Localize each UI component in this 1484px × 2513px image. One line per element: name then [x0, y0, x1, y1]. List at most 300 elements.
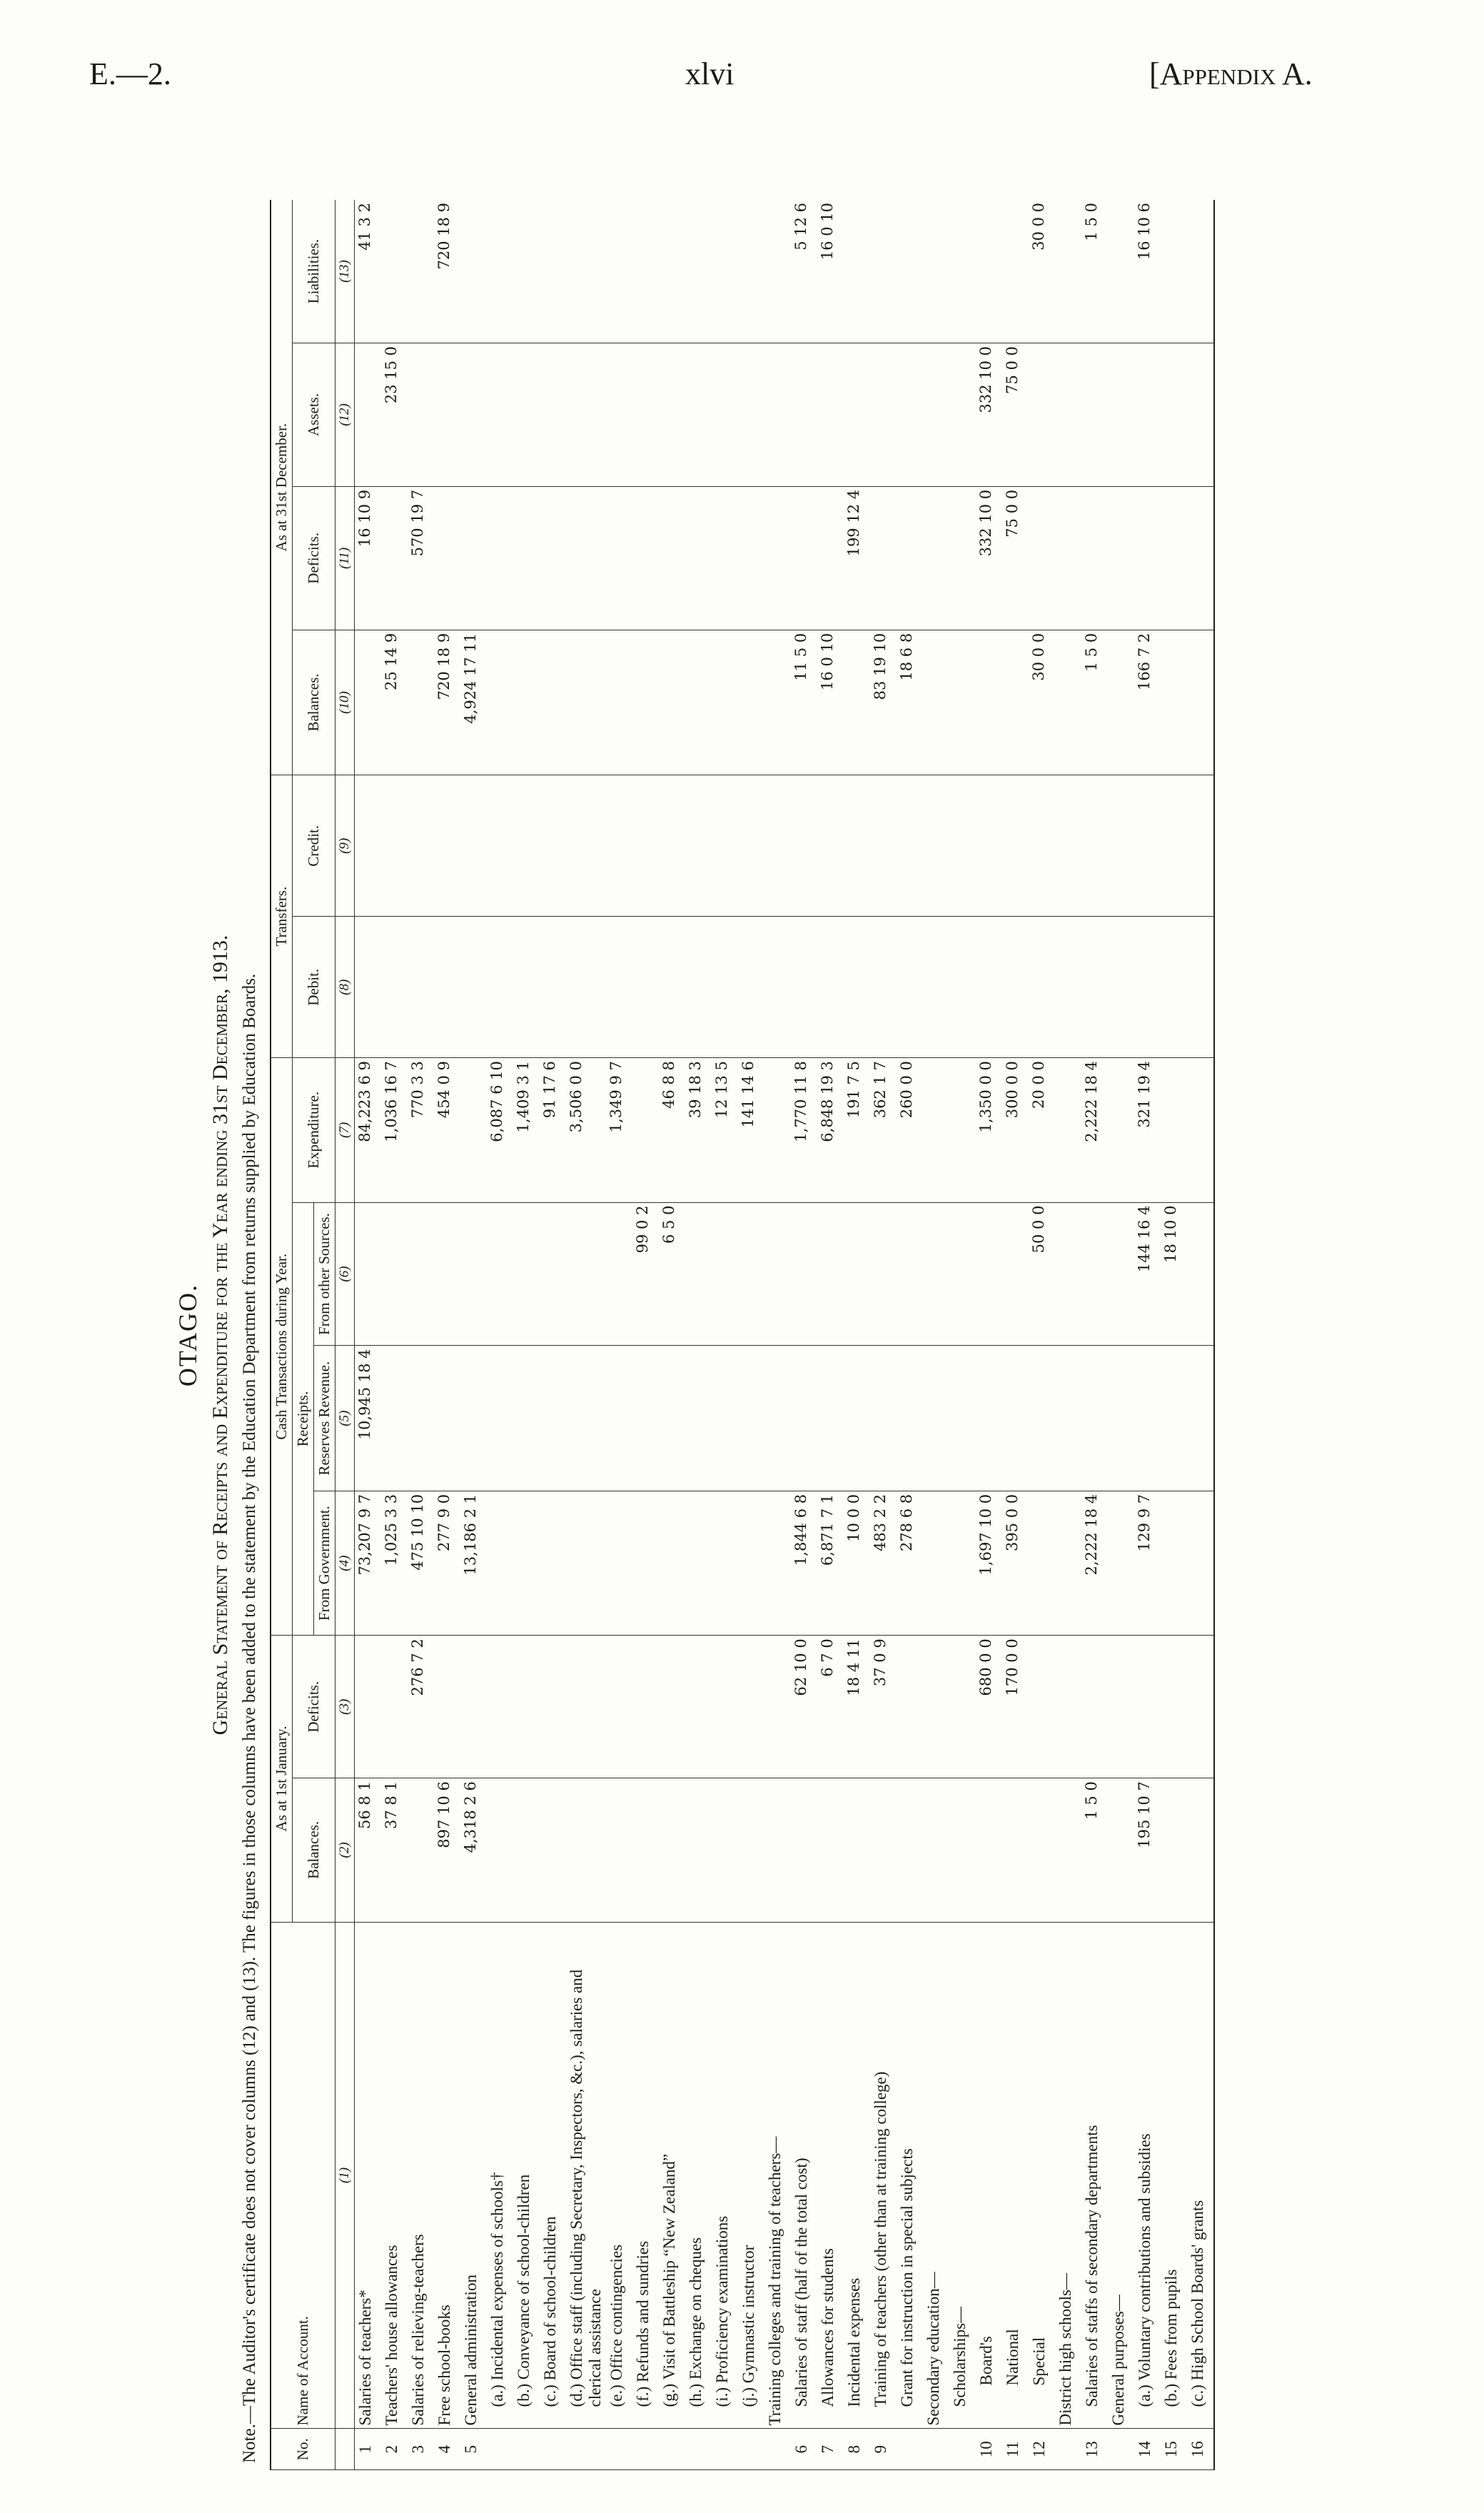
table-row [632, 200, 659, 2470]
amount-cell [659, 1346, 685, 1491]
amount-cell: 191 7 5 [844, 1058, 870, 1202]
amount-cell [408, 1346, 434, 1491]
amount-cell [381, 486, 408, 630]
amount-cell [1161, 1058, 1187, 1202]
account-name: Incidental expenses [844, 1922, 870, 2429]
table-row [1134, 200, 1161, 2470]
amount-cell [1134, 917, 1161, 1058]
account-name: (a.) Incidental expenses of schools† [487, 1922, 513, 2429]
amount-cell: 10,945 18 4 [355, 1346, 382, 1491]
amount-cell [870, 917, 897, 1058]
table-row [791, 200, 817, 2470]
amount-cell [632, 1058, 659, 1202]
account-name: (a.) Voluntary contributions and subsidies [1134, 1922, 1161, 2429]
col-credit: Credit. [293, 775, 335, 917]
amount-cell [712, 1636, 738, 1778]
amount-cell [1081, 917, 1108, 1058]
table-row [844, 200, 870, 2470]
amount-cell [791, 1778, 817, 1922]
amount-cell [1029, 1346, 1055, 1491]
amount-cell: 75 0 0 [1002, 486, 1029, 630]
amount-cell [659, 486, 685, 630]
col-debit: Debit. [293, 917, 335, 1058]
amount-cell [1108, 343, 1134, 487]
receipts-header: Receipts. [293, 1202, 314, 1636]
amount-cell [434, 343, 460, 487]
amount-cell [1161, 1778, 1187, 1922]
amount-cell [381, 775, 408, 917]
amount-cell [949, 1202, 976, 1346]
amount-cell: 83 19 10 [870, 630, 897, 775]
amount-cell: 10 0 0 [844, 1491, 870, 1635]
amount-cell [976, 1346, 1002, 1491]
amount-cell [976, 1202, 1002, 1346]
account-name: General administration [460, 1922, 487, 2429]
amount-cell [738, 1202, 764, 1346]
amount-cell [1029, 343, 1055, 487]
amount-cell: 129 9 7 [1134, 1491, 1161, 1635]
amount-cell [1187, 1346, 1214, 1491]
amount-cell: 720 18 9 [434, 200, 460, 343]
amount-cell [434, 775, 460, 917]
amount-cell [1187, 486, 1214, 630]
amount-cell: 720 18 9 [434, 630, 460, 775]
row-number [949, 2429, 976, 2470]
amount-cell: 260 0 0 [897, 1058, 923, 1202]
amount-cell: 20 0 0 [1029, 1058, 1055, 1202]
account-name: Secondary education— [923, 1922, 949, 2429]
amount-cell [949, 1636, 976, 1778]
amount-cell [764, 343, 791, 487]
amount-cell [408, 775, 434, 917]
amount-cell [923, 917, 949, 1058]
amount-cell [632, 1346, 659, 1491]
amount-cell [513, 1636, 540, 1778]
amount-cell [632, 486, 659, 630]
amount-cell [712, 200, 738, 343]
amount-cell [923, 775, 949, 917]
amount-cell [606, 1636, 632, 1778]
amount-cell [1161, 1491, 1187, 1635]
amount-cell [817, 1202, 844, 1346]
amount-cell [487, 1346, 513, 1491]
row-number [487, 2429, 513, 2470]
row-number: 12 [1029, 2429, 1055, 2470]
amount-cell [712, 917, 738, 1058]
account-name: Salaries of staff (half of the total cost) [791, 1922, 817, 2429]
account-name: National [1002, 1922, 1029, 2429]
amount-cell: 41 3 2 [355, 200, 382, 343]
table-row [738, 200, 764, 2470]
amount-cell [791, 917, 817, 1058]
amount-cell [1055, 775, 1081, 917]
amount-cell [685, 1346, 712, 1491]
account-name: (f.) Refunds and sundries [632, 1922, 659, 2429]
amount-cell [1029, 1778, 1055, 1922]
amount-cell [606, 1202, 632, 1346]
amount-cell [1029, 917, 1055, 1058]
amount-cell [738, 1636, 764, 1778]
amount-cell [870, 1778, 897, 1922]
amount-cell [1187, 1058, 1214, 1202]
amount-cell [460, 486, 487, 630]
col-expenditure: Expenditure. [293, 1058, 335, 1202]
amount-cell [1134, 775, 1161, 917]
amount-cell [460, 343, 487, 487]
amount-cell [685, 630, 712, 775]
amount-cell [844, 1778, 870, 1922]
amount-cell [381, 1636, 408, 1778]
amount-cell: 1,036 16 7 [381, 1058, 408, 1202]
amount-cell [355, 630, 382, 775]
amount-cell [685, 1778, 712, 1922]
amount-cell [566, 486, 606, 630]
amount-cell [659, 1636, 685, 1778]
amount-cell [1187, 1491, 1214, 1635]
amount-cell [1108, 1636, 1134, 1778]
amount-cell: 1 5 0 [1081, 200, 1108, 343]
amount-cell: 75 0 0 [1002, 343, 1029, 487]
amount-cell [685, 486, 712, 630]
amount-cell: 6,871 7 1 [817, 1491, 844, 1635]
amount-cell [434, 1636, 460, 1778]
column-number: (1) [335, 1922, 355, 2429]
amount-cell [513, 630, 540, 775]
amount-cell [923, 200, 949, 343]
amount-cell [540, 1636, 566, 1778]
amount-cell: 4,318 2 6 [460, 1778, 487, 1922]
amount-cell [712, 486, 738, 630]
account-name: District high schools— [1055, 1922, 1081, 2429]
account-name: (c.) High School Boards' grants [1187, 1922, 1214, 2429]
amount-cell [1055, 1346, 1081, 1491]
amount-cell: 18 6 8 [897, 630, 923, 775]
amount-cell [685, 343, 712, 487]
row-number: 13 [1081, 2429, 1108, 2470]
amount-cell: 30 0 0 [1029, 630, 1055, 775]
amount-cell [1081, 343, 1108, 487]
amount-cell [817, 917, 844, 1058]
amount-cell [540, 1491, 566, 1635]
amount-cell [355, 775, 382, 917]
amount-cell: 1,697 10 0 [976, 1491, 1002, 1635]
amount-cell [897, 1202, 923, 1346]
amount-cell [1161, 1636, 1187, 1778]
amount-cell [513, 1491, 540, 1635]
amount-cell [949, 1058, 976, 1202]
amount-cell [434, 917, 460, 1058]
amount-cell: 5 12 6 [791, 200, 817, 343]
amount-cell [540, 630, 566, 775]
account-name: (c.) Board of school-children [540, 1922, 566, 2429]
amount-cell [1055, 630, 1081, 775]
row-number: 16 [1187, 2429, 1214, 2470]
amount-cell [923, 1202, 949, 1346]
amount-cell: 300 0 0 [1002, 1058, 1029, 1202]
amount-cell [870, 200, 897, 343]
amount-cell [1055, 343, 1081, 487]
table-row [1161, 200, 1187, 2470]
amount-cell: 144 16 4 [1134, 1202, 1161, 1346]
amount-cell [513, 1202, 540, 1346]
amount-cell: 11 5 0 [791, 630, 817, 775]
row-number: 9 [870, 2429, 897, 2470]
account-name: Training colleges and training of teachers— [764, 1922, 791, 2429]
page-number: xlvi [685, 56, 735, 91]
amount-cell [606, 1346, 632, 1491]
col-balances-jan: Balances. [293, 1778, 335, 1922]
amount-cell [685, 775, 712, 917]
amount-cell [355, 1636, 382, 1778]
row-number [632, 2429, 659, 2470]
amount-cell [606, 630, 632, 775]
table-row [1029, 200, 1055, 2470]
amount-cell [738, 1346, 764, 1491]
table-row [1108, 200, 1134, 2470]
amount-cell [949, 343, 976, 487]
amount-cell [923, 1346, 949, 1491]
amount-cell [764, 917, 791, 1058]
amount-cell: 37 0 9 [870, 1636, 897, 1778]
amount-cell [844, 630, 870, 775]
amount-cell [408, 200, 434, 343]
amount-cell: 141 14 6 [738, 1058, 764, 1202]
amount-cell: 18 10 0 [1161, 1202, 1187, 1346]
amount-cell [764, 200, 791, 343]
amount-cell [923, 1778, 949, 1922]
account-name: Board's [976, 1922, 1002, 2429]
account-name: Training of teachers (other than at training college) [870, 1922, 897, 2429]
amount-cell [685, 1491, 712, 1635]
amount-cell: 13,186 2 1 [460, 1491, 487, 1635]
amount-cell [632, 1778, 659, 1922]
amount-cell: 897 10 6 [434, 1778, 460, 1922]
amount-cell: 6 5 0 [659, 1202, 685, 1346]
amount-cell: 84,223 6 9 [355, 1058, 382, 1202]
account-name: (e.) Office contingencies [606, 1922, 632, 2429]
table-row [659, 200, 685, 2470]
amount-cell [460, 200, 487, 343]
amount-cell [381, 1202, 408, 1346]
amount-cell [870, 343, 897, 487]
amount-cell [632, 200, 659, 343]
amount-cell [1081, 486, 1108, 630]
statement-title: General Statement of Receipts and Expenditure for the Year ending 31st December, 1913. [208, 935, 232, 1736]
table-row [408, 200, 434, 2470]
amount-cell: 277 9 0 [434, 1491, 460, 1635]
amount-cell [355, 917, 382, 1058]
col-reserves-revenue: Reserves Revenue. [314, 1346, 335, 1491]
col-deficits-jan: Deficits. [293, 1636, 335, 1778]
amount-cell [844, 200, 870, 343]
appendix-label: [Appendix A. [1149, 56, 1313, 91]
amount-cell: 4,924 17 11 [460, 630, 487, 775]
column-number: (11) [335, 486, 355, 630]
amount-cell [685, 1202, 712, 1346]
amount-cell [566, 1202, 606, 1346]
amount-cell: 6,087 6 10 [487, 1058, 513, 1202]
amount-cell [408, 1202, 434, 1346]
amount-cell: 16 10 6 [1134, 200, 1161, 343]
amount-cell [791, 775, 817, 917]
amount-cell [659, 1491, 685, 1635]
amount-cell [1002, 1346, 1029, 1491]
amount-cell [897, 200, 923, 343]
amount-cell [817, 343, 844, 487]
amount-cell [1002, 1778, 1029, 1922]
col-balances-dec: Balances. [293, 630, 335, 775]
amount-cell: 278 6 8 [897, 1491, 923, 1635]
column-number: (13) [335, 200, 355, 343]
amount-cell: 6,848 19 3 [817, 1058, 844, 1202]
amount-cell [712, 775, 738, 917]
amount-cell [764, 1778, 791, 1922]
amount-cell: 321 19 4 [1134, 1058, 1161, 1202]
account-name: (b.) Fees from pupils [1161, 1922, 1187, 2429]
amount-cell [487, 630, 513, 775]
amount-cell [1081, 1346, 1108, 1491]
amount-cell [487, 917, 513, 1058]
amount-cell: 332 10 0 [976, 486, 1002, 630]
table-row [487, 200, 513, 2470]
row-number: 5 [460, 2429, 487, 2470]
amount-cell [659, 200, 685, 343]
amount-cell [764, 775, 791, 917]
amount-cell [632, 630, 659, 775]
amount-cell [566, 1778, 606, 1922]
amount-cell [566, 775, 606, 917]
amount-cell [712, 630, 738, 775]
account-name: (g.) Visit of Battleship “New Zealand” [659, 1922, 685, 2429]
amount-cell [1187, 200, 1214, 343]
amount-cell [764, 486, 791, 630]
amount-cell [513, 343, 540, 487]
amount-cell [434, 1346, 460, 1491]
amount-cell [434, 486, 460, 630]
amount-cell [487, 1778, 513, 1922]
table-row [434, 200, 460, 2470]
amount-cell [540, 200, 566, 343]
amount-cell [897, 343, 923, 487]
amount-cell [566, 343, 606, 487]
account-name: Salaries of relieving-teachers [408, 1922, 434, 2429]
row-number [738, 2429, 764, 2470]
amount-cell [566, 1346, 606, 1491]
amount-cell [817, 486, 844, 630]
col-deficits-dec: Deficits. [293, 486, 335, 630]
amount-cell [738, 1491, 764, 1635]
column-number: (3) [335, 1636, 355, 1778]
amount-cell [1081, 775, 1108, 917]
account-name: Allowances for students [817, 1922, 844, 2429]
row-number [606, 2429, 632, 2470]
amount-cell: 37 8 1 [381, 1778, 408, 1922]
amount-cell [566, 1491, 606, 1635]
amount-cell [1055, 1202, 1081, 1346]
amount-cell [1187, 775, 1214, 917]
amount-cell [606, 343, 632, 487]
amount-cell [540, 343, 566, 487]
account-name: Scholarships— [949, 1922, 976, 2429]
amount-cell: 1,025 3 3 [381, 1491, 408, 1635]
amount-cell [487, 1636, 513, 1778]
group-cash-header: Cash Transactions during Year. [271, 1058, 293, 1636]
col-assets: Assets. [293, 343, 335, 487]
page-header [0, 0, 1484, 143]
amount-cell [844, 775, 870, 917]
statement-body [171, 186, 1456, 2484]
amount-cell [1108, 775, 1134, 917]
amount-cell [659, 917, 685, 1058]
amount-cell [738, 1778, 764, 1922]
amount-cell [897, 775, 923, 917]
row-number [897, 2429, 923, 2470]
column-number: (4) [335, 1491, 355, 1635]
column-number: (10) [335, 630, 355, 775]
amount-cell [738, 486, 764, 630]
amount-cell: 18 4 11 [844, 1636, 870, 1778]
amount-cell: 16 0 10 [817, 200, 844, 343]
amount-cell: 39 18 3 [685, 1058, 712, 1202]
amount-cell [381, 917, 408, 1058]
amount-cell [949, 486, 976, 630]
amount-cell: 12 13 5 [712, 1058, 738, 1202]
table-row [712, 200, 738, 2470]
row-number: 15 [1161, 2429, 1187, 2470]
amount-cell [381, 1346, 408, 1491]
amount-cell [1161, 200, 1187, 343]
table-row [566, 200, 606, 2470]
amount-cell [355, 343, 382, 487]
amount-cell [844, 343, 870, 487]
row-number: 11 [1002, 2429, 1029, 2470]
amount-cell [460, 917, 487, 1058]
row-number: 7 [817, 2429, 844, 2470]
amount-cell: 91 17 6 [540, 1058, 566, 1202]
amount-cell [460, 1202, 487, 1346]
amount-cell [1108, 917, 1134, 1058]
amount-cell [764, 1346, 791, 1491]
amount-cell [712, 1346, 738, 1491]
amount-cell [487, 1491, 513, 1635]
amount-cell [870, 1346, 897, 1491]
amount-cell [1187, 917, 1214, 1058]
amount-cell [632, 1491, 659, 1635]
amount-cell: 454 0 9 [434, 1058, 460, 1202]
account-name: Special [1029, 1922, 1055, 2429]
group-transfers-header: Transfers. [271, 775, 293, 1058]
amount-cell [513, 1346, 540, 1491]
statement-rows [355, 200, 1215, 2470]
amount-cell [923, 1058, 949, 1202]
amount-cell [566, 917, 606, 1058]
amount-cell [1108, 486, 1134, 630]
amount-cell [738, 775, 764, 917]
group-dec-header: As at 31st December. [271, 200, 293, 775]
amount-cell: 395 0 0 [1002, 1491, 1029, 1635]
amount-cell [685, 200, 712, 343]
row-number: 3 [408, 2429, 434, 2470]
amount-cell: 62 10 0 [791, 1636, 817, 1778]
amount-cell [1187, 1636, 1214, 1778]
amount-cell [1187, 343, 1214, 487]
table-row [540, 200, 566, 2470]
column-number: (9) [335, 775, 355, 917]
amount-cell [1108, 1491, 1134, 1635]
amount-cell [949, 1778, 976, 1922]
amount-cell [1029, 1636, 1055, 1778]
account-name: Free school-books [434, 1922, 460, 2429]
